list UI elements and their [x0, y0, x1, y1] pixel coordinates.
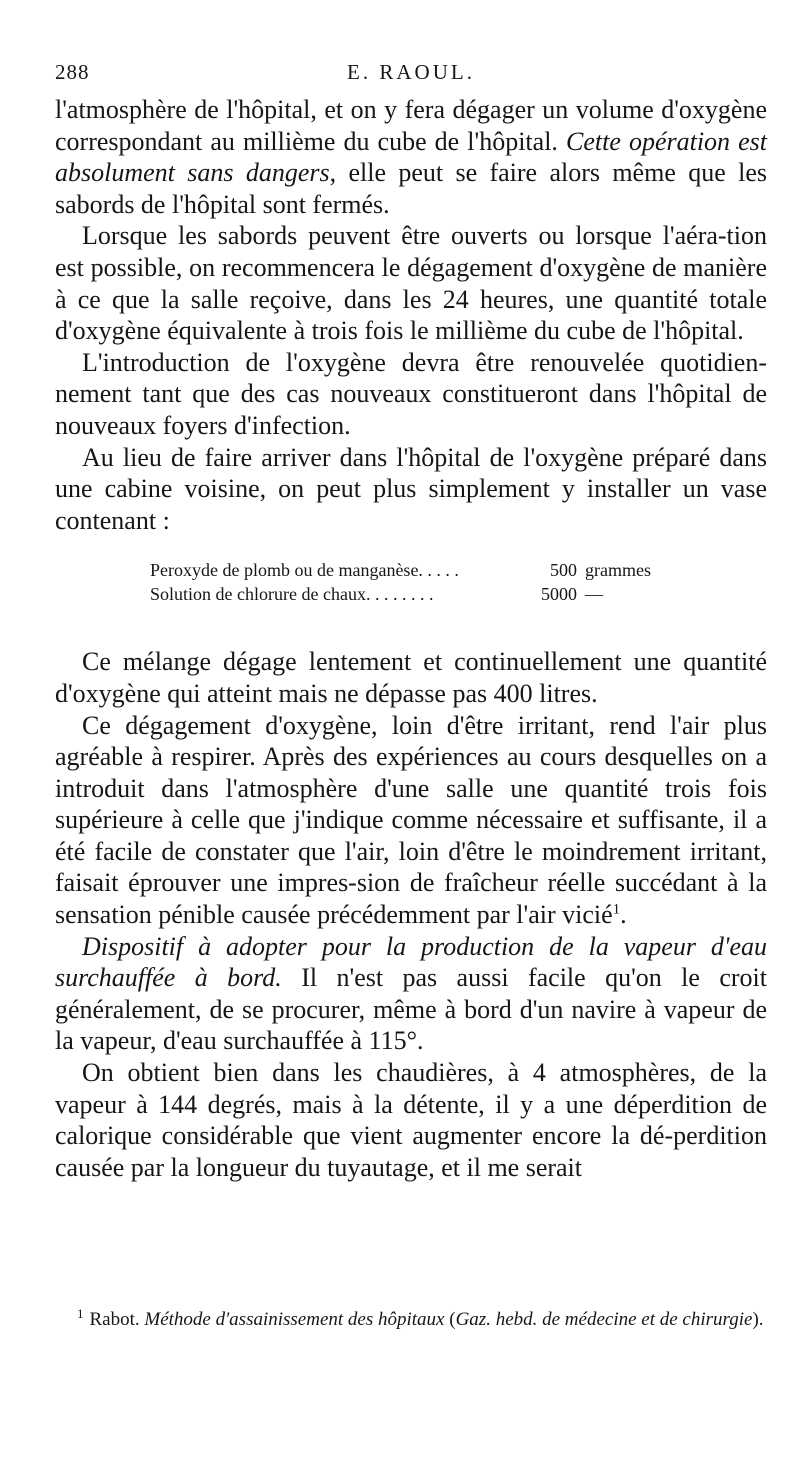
- page-number: 288: [55, 60, 90, 84]
- paragraph-1-tail: , elle peut se faire alors même que les sabords de l'hôpital sont fermés.: [55, 158, 767, 219]
- recipe-substance: Solution de chlorure de chaux. . . . . . . .: [150, 584, 434, 605]
- paragraph-1-text: l'atmosphère de l'hôpital, et on y fera dégager un volume d'oxygène correspondant au millième du cube de l'hôpital.: [55, 95, 767, 156]
- running-title: E. RAOUL.: [347, 60, 475, 84]
- footnote-source-close: ).: [752, 1309, 764, 1330]
- recipe-unit: grammes: [585, 560, 651, 581]
- recipe-row: [150, 558, 767, 582]
- footnote-author: Rabot.: [89, 1309, 140, 1330]
- paragraph-3: L'introduction de l'oxygène devra être renouvelée quotidien-nement tant que des cas nouveaux constitueront dans l'hôpital de nouveaux foyers d'infection.: [55, 347, 767, 440]
- paragraph-8: On obtient bien dans les chaudières, à 4 atmosphères, de la vapeur à 144 degrés, mais à la détente, il y a une déperdition de calorique considérable que vient augmenter encore la dé-perdition causée par la longueur du tuyautage, et il me serait: [55, 1058, 767, 1182]
- book-page: [55, 60, 767, 1450]
- section-heading: Dispositif à adopter pour la production de la vapeur d'eau surchauffée à bord.: [55, 931, 767, 993]
- footnote-reference[interactable]: 1: [612, 901, 621, 918]
- paragraph-5: Ce mélange dégage lentement et continuellement une quantité d'oxygène qui atteint mais ne dépasse pas 400 litres.: [55, 647, 767, 708]
- paragraph-4: Au lieu de faire arriver dans l'hôpital de l'oxygène préparé dans une cabine voisine, on peut plus simplement y installer un vase contenant :: [55, 442, 767, 535]
- footnotes: [55, 1305, 767, 1331]
- body-text: [55, 94, 767, 1183]
- paragraph-7-text: Il n'est pas aussi facile qu'on le croit généralement, de se procurer, même à bord d'un navire à vapeur de la vapeur, d'eau surchauffée à 115°.: [55, 963, 767, 1056]
- paragraph-2: Lorsque les sabords peuvent être ouverts ou lorsque l'aéra-tion est possible, on recommencera le dégagement d'oxygène de manière à ce que la salle reçoive, dans les 24 heures, une quantité totale d'oxygène équivalente à trois fois le millième du cube de l'hôpital.: [55, 221, 767, 346]
- paragraph-6-text: Ce dégagement d'oxygène, loin d'être irritant, rend l'air plus agréable à respirer. Après des expériences au cours desquelles on a introduit dans l'atmosphère d'une salle une quantité trois fois supérieure à celle que j'indique comme nécessaire et suffisante, il a été facile de constater que l'air, loin d'être le moindrement irritant, faisait éprouver une impres-sion de fraîcheur réelle succédant à la sensation pénible causée précédemment par l'air vicié: [55, 710, 767, 930]
- recipe-table: [55, 558, 767, 606]
- paragraph-7: [55, 931, 767, 1057]
- footnote-source: Gaz. hebd. de médecine et de chirurgie: [455, 1309, 753, 1330]
- paragraph-1-emphasis: Cette opération est absolument sans dangers: [55, 126, 768, 188]
- recipe-unit: —: [585, 584, 603, 605]
- paragraph-6-end: .: [620, 900, 627, 930]
- footnote-source-open: (: [444, 1309, 456, 1330]
- footnote-mark: 1: [77, 1305, 84, 1321]
- footnote-title: Méthode d'assainissement des hôpitaux: [144, 1309, 445, 1330]
- recipe-quantity: 5000: [541, 584, 577, 605]
- recipe-quantity: 500: [550, 560, 577, 581]
- recipe-substance: Peroxyde de plomb ou de manganèse. . . . .: [150, 560, 459, 581]
- paragraph-1: [55, 94, 767, 220]
- paragraph-6: [55, 710, 767, 931]
- running-head: [55, 60, 767, 94]
- recipe-row: [150, 582, 767, 606]
